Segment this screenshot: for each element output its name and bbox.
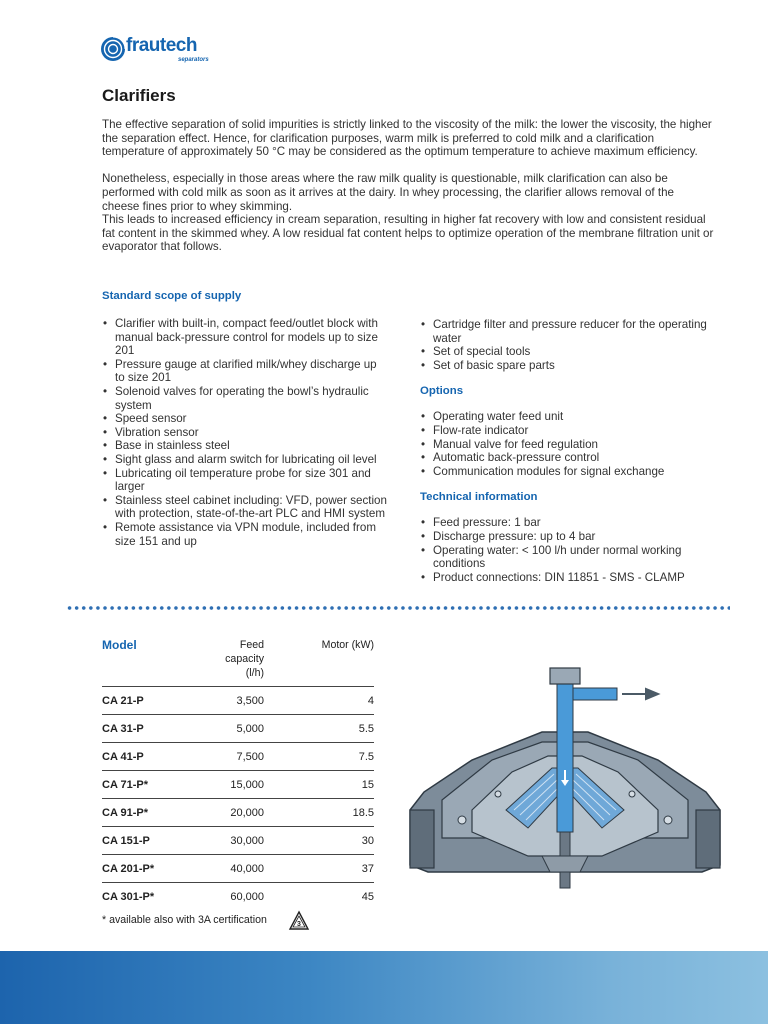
technical-heading: Technical information [420, 491, 538, 504]
table-row [102, 715, 374, 743]
list-item: • Set of basic spare parts [420, 359, 720, 373]
list-item: • Operating water: < 100 l/h under normal working conditions [420, 544, 720, 571]
intro-paragraph-2: Nonetheless, especially in those areas where the raw milk quality is questionable, milk clarification can also be performed with cold milk as soon as it arrives at the dairy. In whey processing, the clarifier allows removal of the cheese fines prior to whey skimming. [102, 172, 674, 213]
model-cell: CA 31-P [102, 715, 202, 743]
table-row [102, 855, 374, 883]
list-item: • Solenoid valves for operating the bowl’s hydraulic system [102, 385, 387, 412]
table-row [102, 883, 374, 911]
model-cell: CA 91-P* [102, 799, 202, 827]
scope-list-right [420, 318, 720, 372]
list-item: • Lubricating oil temperature probe for size 301 and larger [102, 467, 387, 494]
intro-paragraph-1: The effective separation of solid impurities is strictly linked to the viscosity of the milk: the lower the viscosity, the higher the separation effect. Hence, for clarification purposes, warm milk is preferred to cold milk and a clarification temperature of approximately 50 °C may be considered as the optimum temperature to achieve maximum efficiency. [102, 118, 712, 159]
model-cell: CA 201-P* [102, 855, 202, 883]
table-row [102, 687, 374, 715]
motor-cell: 15 [264, 771, 374, 799]
cert-mark-label: 3 [297, 921, 301, 928]
header-feed [202, 638, 264, 687]
page-title: Clarifiers [102, 86, 176, 105]
motor-cell: 37 [264, 855, 374, 883]
header-feed-label: Feed capacity (l/h) [225, 639, 264, 679]
list-item: • Sight glass and alarm switch for lubricating oil level [102, 453, 387, 467]
table-row [102, 743, 374, 771]
list-item: • Stainless steel cabinet including: VFD, power section with protection, state-of-the-art PLC and HMI system [102, 494, 387, 521]
motor-cell: 18.5 [264, 799, 374, 827]
right-column [420, 318, 720, 584]
feed-cell: 5,000 [202, 715, 264, 743]
list-item: • Communication modules for signal exchange [420, 465, 720, 479]
feed-cell: 40,000 [202, 855, 264, 883]
header-motor: Motor (kW) [264, 638, 374, 687]
motor-cell: 45 [361, 890, 374, 903]
motor-cell: 4 [264, 687, 374, 715]
3a-certification-icon [288, 910, 310, 932]
clarifier-cross-section-image [402, 660, 728, 900]
certification-note: * available also with 3A certification [102, 914, 267, 926]
list-item: • Flow-rate indicator [420, 424, 720, 438]
model-cell: CA 301-P* [102, 890, 155, 903]
list-item: • Automatic back-pressure control [420, 451, 720, 465]
model-cell: CA 41-P [102, 743, 202, 771]
table-row [102, 799, 374, 827]
intro-text [102, 118, 714, 254]
list-item: • Speed sensor [102, 412, 387, 426]
list-item: • Operating water feed unit [420, 410, 720, 424]
model-cell: CA 71-P* [102, 771, 202, 799]
scope-column [102, 290, 387, 548]
list-item: • Product connections: DIN 11851 - SMS - CLAMP [420, 571, 720, 585]
feed-cell: 3,500 [202, 687, 264, 715]
brand-name: frautech [126, 35, 197, 56]
model-cell: CA 21-P [102, 687, 202, 715]
models-table [102, 638, 374, 910]
feed-cell: 15,000 [202, 771, 264, 799]
feed-cell: 20,000 [202, 799, 264, 827]
dotted-divider [66, 603, 730, 613]
feed-cell: 7,500 [202, 743, 264, 771]
brand-tagline: separators [178, 57, 209, 63]
options-list [420, 410, 720, 478]
list-item: • Manual valve for feed regulation [420, 438, 720, 452]
intro-paragraph-3: This leads to increased efficiency in cream separation, resulting in higher fat recovery with low and consistent residual fat content in the skimmed whey. A low residual fat content helps to optimize operation of the membrane filtration unit or evaporator that follows. [102, 213, 714, 254]
list-item: • Clarifier with built-in, compact feed/outlet block with manual back-pressure control for models up to size 201 [102, 317, 387, 358]
feed-cell: 30,000 [202, 827, 264, 855]
list-item: • Remote assistance via VPN module, included from size 151 and up [102, 521, 387, 548]
motor-cell: 5.5 [264, 715, 374, 743]
list-item: • Pressure gauge at clarified milk/whey discharge up to size 201 [102, 358, 387, 385]
motor-cell: 30 [264, 827, 374, 855]
scope-heading: Standard scope of supply [102, 290, 242, 302]
list-item: • Set of special tools [420, 345, 720, 359]
list-item: • Cartridge filter and pressure reducer for the operating water [420, 318, 720, 345]
footer-band [0, 951, 768, 1024]
scope-list-left [102, 317, 387, 548]
table-header-row [102, 638, 374, 687]
list-item: • Base in stainless steel [102, 439, 387, 453]
options-heading: Options [420, 385, 464, 398]
table-row [102, 771, 374, 799]
list-item: • Feed pressure: 1 bar [420, 516, 720, 530]
logo-swirl-icon [100, 36, 126, 62]
header-model: Model [102, 638, 202, 687]
list-item: • Vibration sensor [102, 426, 387, 440]
list-item: • Discharge pressure: up to 4 bar [420, 530, 720, 544]
model-cell: CA 151-P [102, 827, 202, 855]
technical-list [420, 516, 720, 584]
motor-cell: 7.5 [264, 743, 374, 771]
brand-logo [100, 34, 222, 66]
feed-cell: 60,000 [230, 890, 264, 903]
table-row [102, 827, 374, 855]
